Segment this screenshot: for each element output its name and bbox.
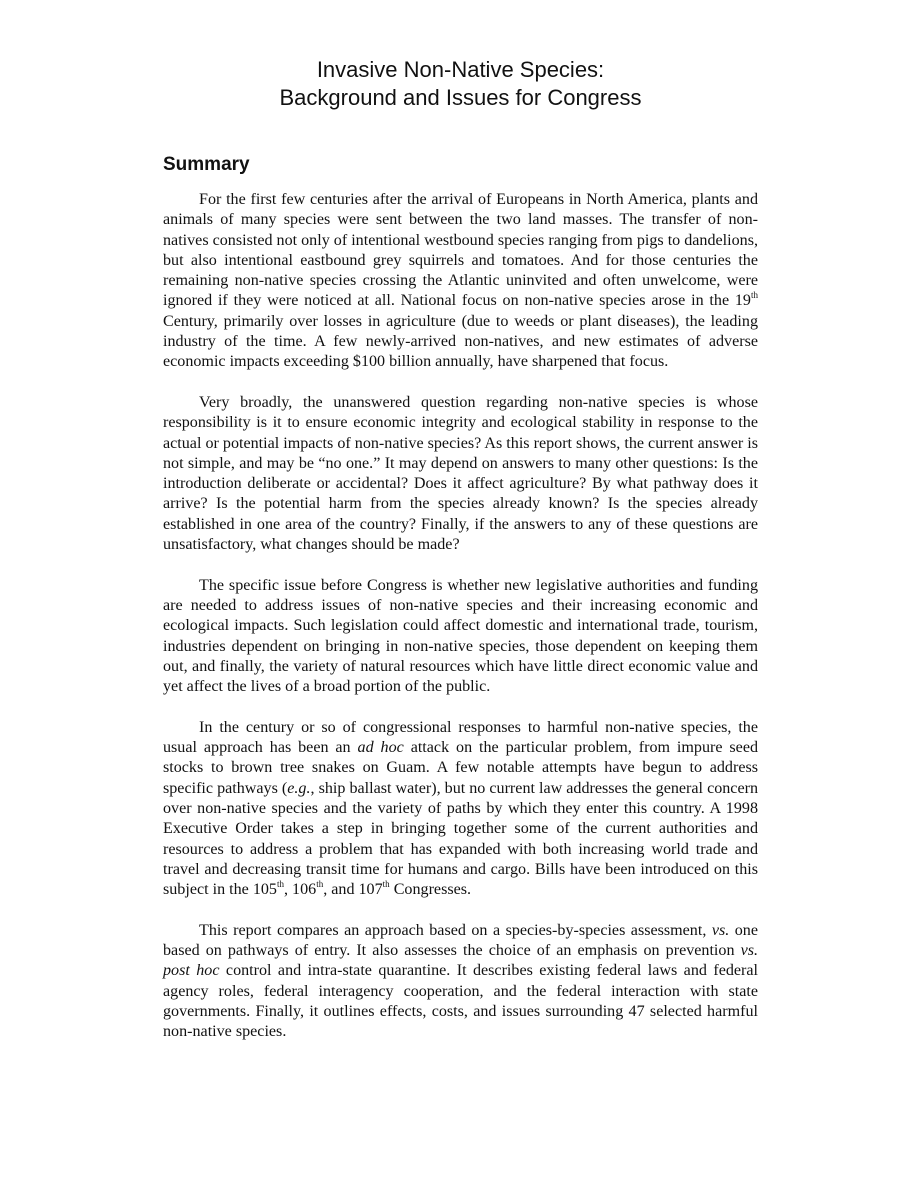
superscript-th: th — [382, 878, 390, 889]
paragraph-1-text-b: Century, primarily over losses in agriculture (due to weeds or plant diseases), the leading industry of the time. A few newly-arrived non-natives, and new estimates of adverse economic impacts exceeding $100 billion annually, have sharpened that focus. — [163, 312, 758, 371]
superscript-th: th — [750, 290, 758, 301]
paragraph-4-text-b: attack on the particular problem, from impure seed stocks to brown tree snakes on Guam. A few notable attempts have begun to address specific pathways ( — [163, 739, 759, 797]
paragraph-4-text-f: Congresses. — [389, 881, 472, 899]
italic-eg: e.g. — [287, 779, 311, 797]
paragraph-3: The specific issue before Congress is whether new legislative authorities and funding are needed to address issues of non-native species and their increasing economic and ecological impacts. Such legislation could affect domestic and international trade, tourism, industries dependent on bringing in non-native species, those dependent on keeping them out, and finally, the variety of natural resources which have little direct economic value and yet affect the lives of a broad portion of the public. — [163, 576, 758, 696]
paragraph-4 — [163, 718, 758, 901]
paragraph-5-text-c: control and intra-state quarantine. It describes existing federal laws and federal agency roles, federal interagency cooperation, and the federal interaction with state governments. Finally, it outlines effects, costs, and issues surrounding 47 selected harmful non-native species. — [163, 962, 759, 1041]
paragraph-1-text-a: For the first few centuries after the arrival of Europeans in North America, plants and animals of many species were sent between the two land masses. The transfer of non-natives consisted not only of intentional westbound species ranging from pigs to dandelions, but also intentional eastbound grey squirrels and tomatoes. And for those centuries the remaining non-native species crossing the Atlantic uninvited and often unwelcome, were ignored if they were noticed at all. National focus on non-native species arose in the 19 — [163, 191, 758, 310]
section-heading-summary: Summary — [163, 154, 250, 175]
italic-vs-post-hoc: vs. post hoc — [163, 941, 758, 980]
paragraph-4-text-d: , 106 — [284, 881, 317, 899]
superscript-th: th — [316, 878, 324, 889]
paragraph-1 — [163, 190, 758, 373]
paragraph-4-text-c: , ship ballast water), but no current law addresses the general concern over non-native species and the variety of paths by which they enter this country. A 1998 Executive Order takes a step in bringing together some of the current authorities and resources to address a problem that has expanded with both increasing world trade and travel and decreasing transit time for humans and cargo. Bills have been introduced on this subject in the 105 — [163, 779, 758, 899]
title-line-1: Invasive Non-Native Species: — [316, 57, 605, 82]
paragraph-2: Very broadly, the unanswered question regarding non-native species is whose responsibility is it to ensure economic integrity and ecological stability in response to the actual or potential impacts of non-native species? As this report shows, the current answer is not simple, and may be “no one.” It may depend on answers to many other questions: Is the introduction deliberate or accidental? Does it affect agriculture? By what pathway does it arrive? Is the potential harm from the species already known? Is the species already established in one area of the country? Finally, if the answers to any of these questions are unsatisfactory, what changes should be made? — [163, 393, 758, 554]
paragraph-5 — [163, 921, 758, 1043]
paragraph-4-text-e: , and 107 — [323, 881, 383, 899]
paragraph-5-text-b: one based on pathways of entry. It also assesses the choice of an emphasis on prevention — [163, 921, 758, 959]
italic-ad-hoc: ad hoc — [357, 739, 404, 757]
title-line-2: Background and Issues for Congress — [279, 85, 642, 110]
paragraph-5-text-a: This report compares an approach based on a species-by-species assessment, — [199, 921, 712, 939]
superscript-th: th — [276, 878, 284, 889]
document-page — [163, 56, 758, 1063]
paragraph-4-text-a: In the century or so of congressional responses to harmful non-native species, the usual approach has been an — [163, 718, 758, 757]
italic-vs: vs. — [711, 921, 730, 939]
document-title — [163, 56, 758, 112]
